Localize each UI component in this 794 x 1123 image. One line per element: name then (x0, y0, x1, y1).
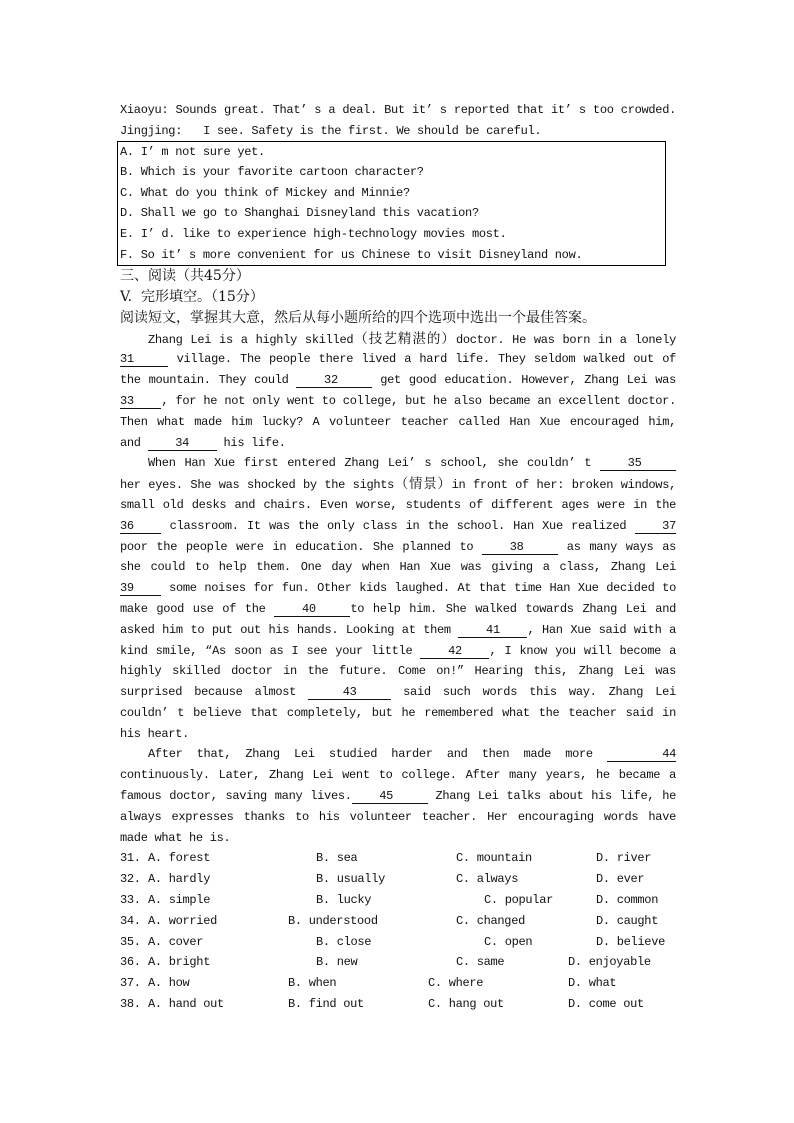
dialogue-speaker: Xiaoyu: (120, 103, 169, 117)
text-run: famous doctor, saving many lives. (120, 789, 352, 804)
question-option: B. close (316, 934, 372, 949)
question-option: A. hardly (148, 872, 211, 887)
text-run: the mountain. They could (120, 373, 297, 388)
text-run: kind smile, “As soon as I see your little (120, 643, 421, 658)
passage-line (120, 474, 676, 495)
question-number: 32. (120, 872, 141, 887)
question-option: C. always (456, 872, 519, 887)
text-run: , Han Xue said with a (527, 622, 676, 637)
answer-blank: 34 (147, 435, 217, 450)
text-run: Zhang Lei talks about his life, he (427, 789, 676, 804)
dialogue-text: I see. Safety is the first. We should be careful. (203, 123, 542, 138)
text-run: she could to help them. One day when Han Xue was giving a class, Zhang Lei (120, 560, 676, 575)
question-number: 34. (120, 913, 141, 928)
section-title: 三、阅读（共45分） (120, 268, 250, 285)
text-run: some noises for fun. Other kids laughed. At that time Han Xue decided to (161, 581, 676, 596)
question-row (120, 952, 676, 973)
text-run: highly skilled doctor in the future. Come on!” Hearing this, Zhang Lei was (120, 664, 676, 679)
question-number: 31. (120, 851, 141, 866)
question-number: 33. (120, 893, 141, 908)
question-option: D. what (568, 976, 617, 991)
question-number: 37. (120, 976, 141, 991)
question-option: A. worried (148, 913, 218, 928)
answer-option: A. I’ m not sure yet. (120, 144, 265, 159)
passage-line (120, 828, 676, 849)
question-option: A. hand out (148, 997, 224, 1012)
text-run: his life. (216, 435, 286, 450)
text-run: to help him. She walked towards Zhang Lei and (350, 601, 676, 616)
dialogue-line (120, 100, 676, 121)
question-option: A. how (148, 976, 190, 991)
question-option: C. changed (456, 913, 526, 928)
question-option: B. new (316, 955, 358, 970)
answer-blank: 44 (606, 747, 676, 762)
text-run: doctor. He was born in a lonely (455, 332, 677, 347)
question-option: A. bright (148, 955, 211, 970)
text-run: and (120, 435, 148, 450)
question-option: B. understood (288, 913, 378, 928)
text-run: , I know you will become a (489, 643, 676, 658)
passage-line (120, 516, 676, 537)
text-run: Then what made him lucky? A volunteer teacher called Han Xue encouraged him, (120, 414, 676, 429)
passage-line (120, 349, 676, 370)
text-run: Zhang Lei is a highly skilled (148, 332, 354, 347)
question-row (120, 869, 676, 890)
text-run: make good use of the (120, 601, 275, 616)
question-option: D. common (596, 893, 659, 908)
text-run: small old desks and chairs. Even worse, students of different ages were in the (120, 497, 676, 512)
answer-blank: 33 (120, 393, 162, 408)
answer-options-box (117, 141, 666, 267)
question-number: 38. (120, 997, 141, 1012)
question-option: A. forest (148, 851, 211, 866)
text-run: her eyes. She was shocked by the sights (120, 478, 395, 493)
question-option: B. when (288, 976, 337, 991)
answer-blank: 37 (634, 518, 676, 533)
question-number: 36. (120, 955, 141, 970)
answer-blank: 31 (120, 352, 169, 367)
question-option: A. cover (148, 934, 204, 949)
question-option: C. open (484, 934, 533, 949)
passage-line (120, 495, 676, 516)
answer-option: B. Which is your favorite cartoon character? (120, 165, 424, 180)
passage-line (120, 329, 676, 350)
question-option: C. hang out (428, 997, 504, 1012)
text-run: always expresses thanks to his volunteer teacher. Her encouraging words have (120, 809, 676, 824)
question-option: D. river (596, 851, 652, 866)
text-run: get good education. However, Zhang Lei was (372, 373, 676, 388)
text-run: his heart. (120, 726, 190, 741)
question-option: D. ever (596, 872, 645, 887)
passage-line (120, 807, 676, 828)
passage-line (120, 370, 676, 391)
dialogue-line (120, 121, 676, 142)
answer-option: F. So it’ s more convenient for us Chinese to visit Disneyland now. (120, 247, 583, 262)
text-run: surprised because almost (120, 685, 309, 700)
text-run: continuously. Later, Zhang Lei went to college. After many years, he became a (120, 768, 676, 783)
question-option: B. usually (316, 872, 386, 887)
question-option: D. believe (596, 934, 666, 949)
passage-line (120, 620, 676, 641)
question-row (120, 994, 676, 1015)
passage-line (120, 599, 676, 620)
passage-line (120, 703, 676, 724)
question-row (120, 890, 676, 911)
question-option: C. same (456, 955, 505, 970)
question-row (120, 848, 676, 869)
passage-line (120, 578, 676, 599)
text-run: village. The people there lived a hard life. They seldom walked out of (168, 352, 676, 367)
chinese-gloss: （情景） (394, 476, 452, 493)
answer-blank: 42 (420, 643, 490, 658)
answer-blank: 40 (274, 601, 351, 616)
text-run: After that, Zhang Lei studied harder and then made more (148, 747, 607, 762)
text-run: classroom. It was the only class in the school. Han Xue realized (161, 518, 635, 533)
passage-line (120, 765, 676, 786)
question-list (120, 848, 676, 1014)
text-run: in front of her: broken windows, (451, 478, 676, 493)
question-option: B. lucky (316, 893, 372, 908)
passage-line (120, 557, 676, 578)
text-run: made what he is. (120, 830, 231, 845)
answer-blank: 35 (600, 456, 676, 471)
question-option: D. enjoyable (568, 955, 651, 970)
passage-line (120, 786, 676, 807)
dialogue-text: Sounds great. That’ s a deal. But it’ s reported that it’ s too crowded. (175, 103, 677, 117)
chinese-gloss: （技艺精湛的） (353, 330, 456, 347)
passage-line (120, 641, 676, 662)
question-row (120, 932, 676, 953)
answer-option: E. I’ d. like to experience high-technology movies most. (120, 226, 507, 241)
answer-blank: 36 (120, 518, 162, 533)
part-title: V. 完形填空。（15分） (120, 288, 264, 305)
answer-option: D. Shall we go to Shanghai Disneyland this vacation? (120, 206, 479, 221)
answer-blank: 39 (120, 581, 162, 596)
exam-page (120, 100, 676, 1015)
passage-line (120, 537, 676, 558)
question-option: C. where (428, 976, 484, 991)
question-row (120, 973, 676, 994)
text-run: couldn’ t believe that completely, but he remembered what the teacher said in (120, 705, 676, 720)
instructions: 阅读短文，掌握其大意，然后从每小题所给的四个选项中选出一个最佳答案。 (120, 309, 596, 326)
passage-line (120, 661, 676, 682)
question-option: C. mountain (456, 851, 532, 866)
passage-line (120, 724, 676, 745)
question-option: B. sea (316, 851, 358, 866)
passage-line (120, 391, 676, 412)
passage-line (120, 682, 676, 703)
text-run: , for he not only went to college, but he also became an excellent doctor. (161, 393, 676, 408)
question-option: C. popular (484, 893, 554, 908)
answer-option: C. What do you think of Mickey and Minnie? (120, 185, 410, 200)
text-run: as many ways as (558, 539, 677, 554)
question-option: A. simple (148, 893, 211, 908)
passage-line (120, 744, 676, 765)
answer-blank: 45 (351, 789, 428, 804)
question-number: 35. (120, 934, 141, 949)
text-run: When Han Xue first entered Zhang Lei’ s school, she couldn’ t (148, 456, 601, 471)
answer-blank: 32 (296, 373, 373, 388)
question-option: D. come out (568, 997, 644, 1012)
text-run: said such words this way. Zhang Lei (391, 685, 676, 700)
cloze-passage (120, 329, 676, 849)
question-row (120, 911, 676, 932)
answer-blank: 43 (308, 685, 392, 700)
answer-blank: 38 (482, 539, 559, 554)
passage-line (120, 412, 676, 433)
text-run: poor the people were in education. She planned to (120, 539, 483, 554)
question-option: B. find out (288, 997, 364, 1012)
answer-blank: 41 (458, 622, 528, 637)
question-option: D. caught (596, 913, 659, 928)
dialogue-speaker: Jingjing: (120, 123, 183, 138)
text-run: asked him to put out his hands. Looking at them (120, 622, 459, 637)
passage-line (120, 453, 676, 474)
passage-line (120, 433, 676, 454)
